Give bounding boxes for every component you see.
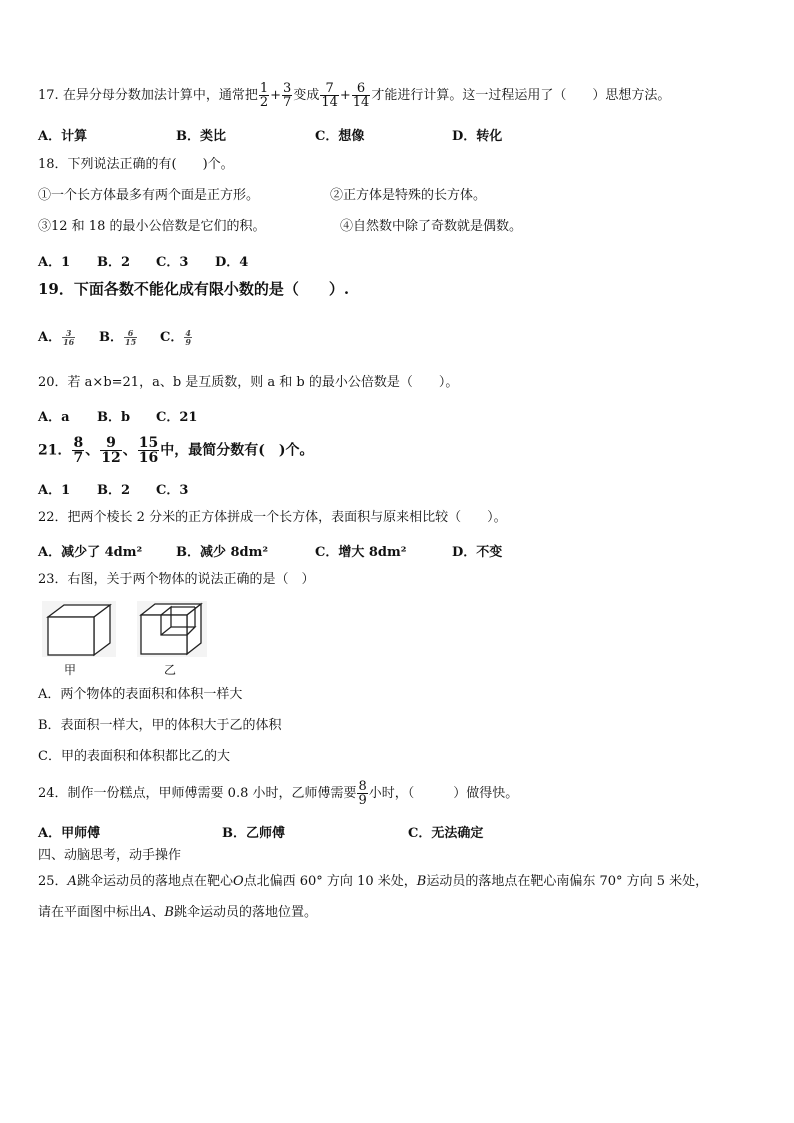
q18-option-b[interactable]: B．2 <box>97 255 131 270</box>
fraction-8-9: $\frac{8}{9}$ <box>358 779 367 808</box>
q19-option-b[interactable]: B． $\frac{6}{15}$ <box>99 328 137 347</box>
q22-option-a[interactable]: A．减少了 4dm² <box>38 545 143 560</box>
fraction-8-7: $\frac{8}{7}$ <box>73 435 84 466</box>
q21-option-c[interactable]: C．3 <box>156 483 189 498</box>
q17-text-c: 才能进行计算。这一过程运用了（ ）思想方法。 <box>371 88 671 103</box>
q17-option-b[interactable]: B．类比 <box>176 129 226 144</box>
notched-cube-yi-figure <box>137 601 207 657</box>
q24-option-c[interactable]: C．无法确定 <box>408 826 484 841</box>
q18-statement-2: ②正方体是特殊的长方体。 <box>330 188 487 203</box>
q17-text-a: 在异分母分数加法计算中，通常把 <box>62 88 258 103</box>
q24-option-a[interactable]: A．甲师傅 <box>38 826 101 841</box>
q20-stem: 20．若 a×b=21，a、b 是互质数，则 a 和 b 的最小公倍数是（ ）。 <box>38 375 459 390</box>
q18-option-c[interactable]: C．3 <box>156 255 189 270</box>
q25-line-2: 请在平面图中标出A、B跳伞运动员的落地位置。 <box>38 905 317 920</box>
q23-stem: 23．右图，关于两个物体的说法正确的是（ ） <box>38 572 315 587</box>
fraction-9-12: $\frac{9}{12}$ <box>101 435 121 466</box>
cube-jia-figure <box>42 601 116 657</box>
q23-option-b[interactable]: B．表面积一样大，甲的体积大于乙的体积 <box>38 718 282 733</box>
q18-stem: 18．下列说法正确的有( )个。 <box>38 157 234 172</box>
q22-option-d[interactable]: D．不变 <box>452 545 503 560</box>
q20-option-b[interactable]: B．b <box>97 410 131 425</box>
q21-option-a[interactable]: A．1 <box>38 483 71 498</box>
q22-option-b[interactable]: B．减少 8dm² <box>176 545 269 560</box>
fraction-6-15: $\frac{6}{15}$ <box>125 328 137 347</box>
label-jia: 甲 <box>64 663 77 677</box>
q21-text: 中，最简分数有( )个。 <box>160 442 314 459</box>
q21-number: 21． <box>38 442 72 459</box>
q23-option-a[interactable]: A．两个物体的表面积和体积一样大 <box>38 687 243 702</box>
fraction-3-7: $\frac{3}{7}$ <box>283 81 292 110</box>
q17-option-d[interactable]: D．转化 <box>452 129 503 144</box>
q22-option-c[interactable]: C．增大 8dm² <box>315 545 407 560</box>
plus-sign: + <box>270 88 282 103</box>
q24-text-b: 小时，（ ）做得快。 <box>368 786 519 801</box>
q18-option-a[interactable]: A．1 <box>38 255 71 270</box>
q19-option-c[interactable]: C． $\frac{4}{9}$ <box>160 328 191 347</box>
q20-option-c[interactable]: C．21 <box>156 410 198 425</box>
fraction-15-16: $\frac{15}{16}$ <box>138 435 159 466</box>
q24-option-b[interactable]: B．乙师傅 <box>222 826 285 841</box>
q19-stem: 19．下面各数不能化成有限小数的是（ ）. <box>38 280 350 298</box>
q18-statement-3: ③12 和 18 的最小公倍数是它们的积。 <box>38 219 266 234</box>
q19-option-a[interactable]: A． $\frac{3}{16}$ <box>38 328 75 347</box>
q17-number: 17. <box>38 88 59 103</box>
fraction-1-2: $\frac{1}{2}$ <box>259 81 269 110</box>
q17-text-b: 变成 <box>293 88 320 103</box>
fraction-3-16: $\frac{3}{16}$ <box>63 328 75 347</box>
q24-text-a: 24．制作一份糕点，甲师傅需要 0.8 小时，乙师傅需要 <box>38 786 357 801</box>
label-yi: 乙 <box>164 663 177 677</box>
q17-option-a[interactable]: A．计算 <box>38 129 88 144</box>
q23-option-c[interactable]: C．甲的表面积和体积都比乙的大 <box>38 749 230 764</box>
fraction-7-14: $\frac{7}{14}$ <box>321 81 338 110</box>
q22-stem: 22．把两个棱长 2 分米的正方体拼成一个长方体，表面积与原来相比较（ ）。 <box>38 510 507 525</box>
plus-sign: + <box>339 88 351 103</box>
section-four-heading: 四、动脑思考，动手操作 <box>38 848 182 863</box>
q25-line-1: 25．A跳伞运动员的落地点在靶心O点北偏西 60° 方向 10 米处，B运动员的落地点在靶心南偏东 70° 方向 5 米处， <box>38 874 709 889</box>
q24-line <box>38 780 518 807</box>
q17-line <box>38 82 670 109</box>
q18-option-d[interactable]: D．4 <box>215 255 249 270</box>
fraction-6-14: $\frac{6}{14}$ <box>352 81 370 110</box>
q18-statement-1: ①一个长方体最多有两个面是正方形。 <box>38 188 260 203</box>
q18-statement-4: ④自然数中除了奇数就是偶数。 <box>340 219 523 234</box>
q21-option-b[interactable]: B．2 <box>97 483 131 498</box>
q21-line: 21． $\frac{8}{7}$ 、 $\frac{9}{12}$ 、 $\frac{15}{16}$ 中，最简分数有( )个。 <box>38 435 314 466</box>
fraction-4-9: $\frac{4}{9}$ <box>185 328 191 347</box>
q20-option-a[interactable]: A．a <box>38 410 70 425</box>
q17-option-c[interactable]: C．想像 <box>315 129 365 144</box>
